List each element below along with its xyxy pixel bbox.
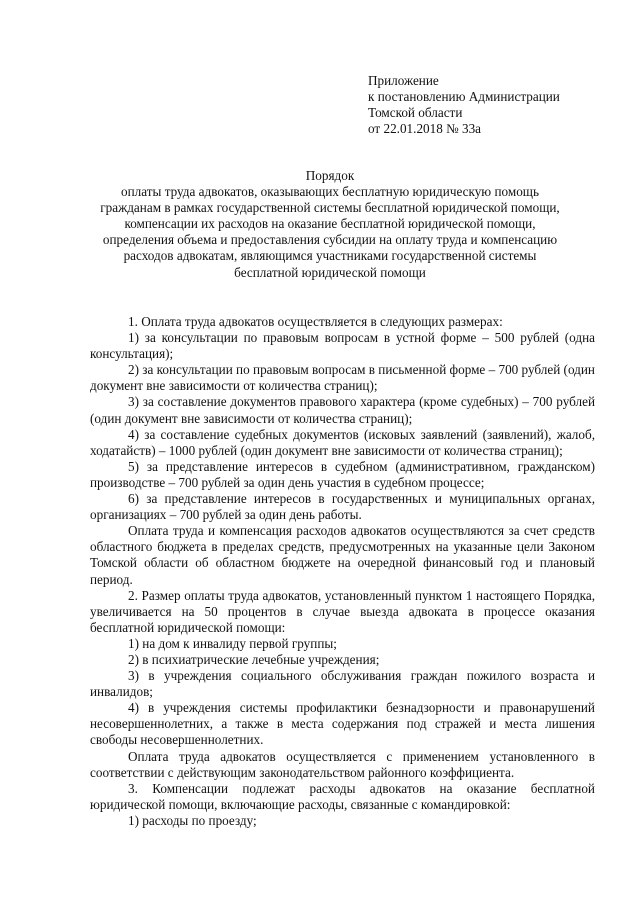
document-body	[90, 314, 595, 829]
paragraph: 2) за консультации по правовым вопросам в письменной форме – 700 рублей (один документ вне зависимости от количества страниц);	[90, 362, 595, 394]
appendix-header	[368, 73, 618, 137]
paragraph: Оплата труда адвокатов осуществляется с применением установленного в соответствии с действующим законодательством районного коэффициента.	[90, 748, 595, 780]
paragraph: 1. Оплата труда адвокатов осуществляется в следующих размерах:	[128, 314, 503, 329]
paragraph: 1) за консультации по правовым вопросам в устной форме – 500 рублей (одна консультация);	[90, 330, 595, 362]
title-line: расходов адвокатам, являющимся участниками государственной системы	[123, 248, 537, 264]
appendix-line: к постановлению Администрации	[368, 89, 560, 105]
appendix-line: от 22.01.2018 № 33а	[368, 121, 482, 137]
paragraph: 6) за представление интересов в государственных и муниципальных органах, организациях – 700 рублей за один день работы.	[90, 491, 595, 523]
title-line: определения объема и предоставления субсидии на оплату труда и компенсацию	[102, 232, 558, 248]
paragraph: 3) за составление документов правового характера (кроме судебных) – 700 рублей (один документ вне зависимости от количества страниц);	[90, 394, 595, 426]
appendix-line: Томской области	[368, 105, 463, 121]
paragraph: 4) за составление судебных документов (исковых заявлений (заявлений), жалоб, ходатайств) – 1000 рублей (один документ вне зависимости от количества страниц);	[90, 426, 595, 458]
title-line: бесплатной юридической помощи	[234, 264, 426, 280]
paragraph: 3) в учреждения социального обслуживания граждан пожилого возраста и инвалидов;	[90, 668, 595, 700]
paragraph: 3. Компенсации подлежат расходы адвокатов на оказание бесплатной юридической помощи, включающие расходы, связанные с командировкой:	[90, 780, 595, 812]
paragraph: 2) в психиатрические лечебные учреждения;	[128, 651, 380, 667]
paragraph: 2. Размер оплаты труда адвокатов, установленный пунктом 1 настоящего Порядка, увеличивается на 50 процентов в случае выезда адвоката в процессе оказания бесплатной юридической помощи:	[90, 587, 595, 635]
title-line: оплаты труда адвокатов, оказывающих бесплатную юридическую помощь	[121, 184, 539, 200]
paragraph: 5) за представление интересов в судебном (административном, гражданском) производстве – 700 рублей за один день участия в судебном процессе;	[90, 458, 595, 490]
paragraph: 1) на дом к инвалиду первой группы;	[128, 635, 337, 651]
paragraph: 4) в учреждения системы профилактики безнадзорности и правонарушений несовершеннолетних, а также в места содержания под стражей и места лишения свободы несовершеннолетних.	[90, 700, 595, 748]
document-title	[80, 168, 580, 281]
title-line: Порядок	[305, 168, 355, 183]
paragraph: 1) расходы по проезду;	[128, 812, 257, 828]
title-line: гражданам в рамках государственной системы бесплатной юридической помощи,	[100, 200, 560, 216]
title-line: компенсации их расходов на оказание бесплатной юридической помощи,	[124, 216, 536, 232]
appendix-line: Приложение	[368, 73, 439, 88]
paragraph: Оплата труда и компенсация расходов адвокатов осуществляются за счет средств областного бюджета в пределах средств, предусмотренных на указанные цели Законом Томской области об областном бюджете на очередной финансовый год и плановый период.	[90, 523, 595, 587]
